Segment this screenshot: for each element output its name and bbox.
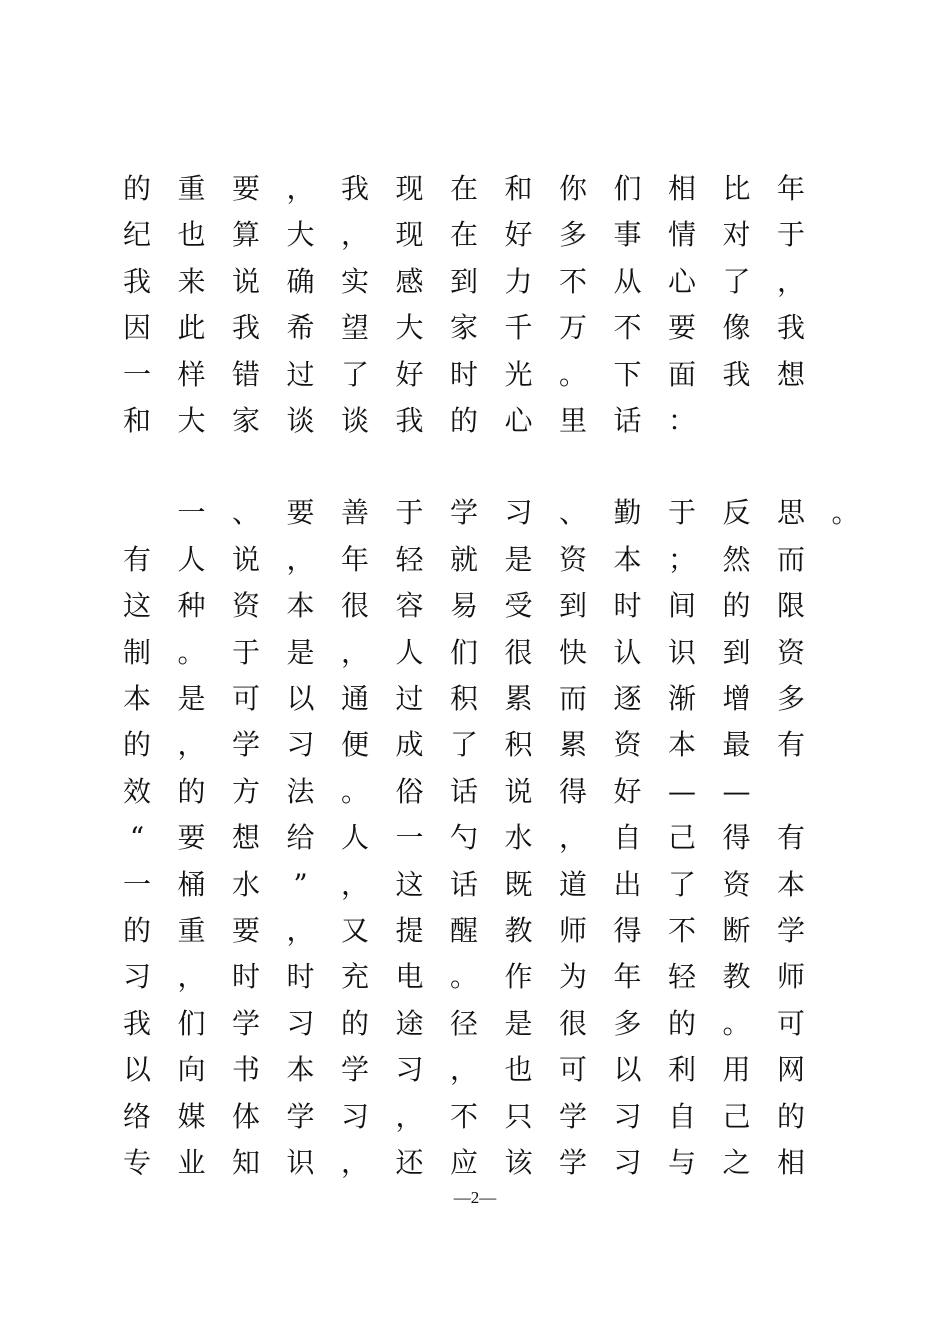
text-line: 这 种 资 本 很 容 易 受 到 时 间 的 限 [122, 589, 805, 623]
text-line: 专 业 知 识 ， 还 应 该 学 习 与 之 相 [122, 1146, 805, 1179]
text-line: 络 媒 体 学 习 ， 不 只 学 习 自 己 的 [122, 1099, 805, 1133]
text-line: 制 。 于 是 ， 人 们 很 快 认 识 到 资 [122, 635, 805, 669]
page-number: —2— [453, 1188, 497, 1207]
text-line: 我 来 说 确 实 感 到 力 不 从 心 了 ， [122, 264, 805, 298]
text-line: 因 此 我 希 望 大 家 千 万 不 要 像 我 [122, 311, 805, 345]
text-line: “ 要 想 给 人 一 勺 水 ， 自 己 得 有 [129, 821, 805, 855]
text-line: 习 ， 时 时 充 电 。 作 为 年 轻 教 师 [122, 960, 805, 994]
text-line: 一 样 错 过 了 好 时 光 。 下 面 我 想 [122, 357, 805, 391]
text-line: 的 重 要 ， 我 现 在 和 你 们 相 比 年 [122, 172, 805, 205]
text-line: 一 桶 水 ” ， 这 话 既 道 出 了 资 本 [122, 867, 805, 901]
text-line: 的 重 要 ， 又 提 醒 教 师 得 不 断 学 [122, 914, 805, 947]
text-line: 一 、 要 善 于 学 习 、 勤 于 反 思 。 [177, 496, 860, 530]
text-line: 和 大 家 谈 谈 我 的 心 里 话 ： [122, 404, 696, 437]
text-line: 效 的 方 法 。 俗 话 说 得 好 — — [122, 774, 751, 808]
text-line: 的 ， 学 习 便 成 了 积 累 资 本 最 有 [122, 728, 805, 762]
text-line: 以 向 书 本 学 习 ， 也 可 以 利 用 网 [122, 1053, 805, 1087]
text-line: 本 是 可 以 通 过 积 累 而 逐 渐 增 多 [122, 682, 805, 715]
text-line: 我 们 学 习 的 途 径 是 很 多 的 。 可 [122, 1006, 805, 1040]
text-line: 有 人 说 ， 年 轻 就 是 资 本 ； 然 而 [122, 542, 805, 576]
text-line: 纪 也 算 大 ， 现 在 好 多 事 情 对 于 [122, 218, 805, 252]
